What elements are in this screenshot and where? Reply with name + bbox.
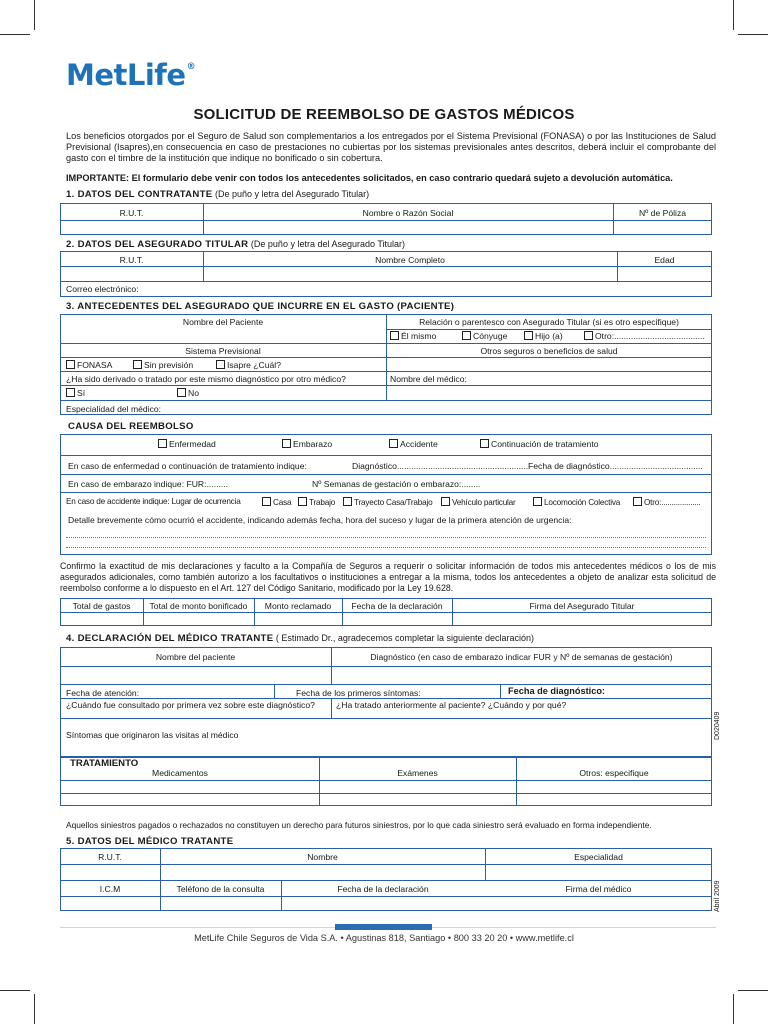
checkbox[interactable] — [133, 360, 142, 369]
otros-especifique-field[interactable] — [517, 781, 711, 805]
fecha-diagnostico-label: Fecha de diagnóstico: — [508, 686, 605, 696]
rut-label: R.U.T. — [119, 208, 144, 218]
firma-medico-field[interactable] — [486, 897, 711, 910]
detalle-line[interactable] — [66, 547, 706, 548]
checkbox[interactable] — [389, 439, 398, 448]
firma-medico-label: Firma del médico — [565, 884, 632, 894]
examenes-field[interactable] — [320, 781, 515, 805]
monto-reclamado-label: Monto reclamado — [264, 601, 332, 611]
checkbox[interactable] — [462, 331, 471, 340]
edad-field[interactable] — [618, 267, 711, 280]
option-sin-prevision[interactable] — [133, 360, 193, 370]
checkbox[interactable] — [262, 497, 271, 506]
relacion-label: Relación o parentesco con Asegurado Titular (si es otro especifique) — [419, 317, 679, 327]
option-label: Embarazo — [293, 439, 333, 449]
footer-contact: MetLife Chile Seguros de Vida S.A. • Agustinas 818, Santiago • 800 33 20 20 • www.metlife.cl — [194, 933, 574, 943]
option-isapre[interactable] — [216, 360, 281, 370]
section-5-title: 5. DATOS DEL MÉDICO TRATANTE — [66, 836, 234, 847]
checkbox[interactable] — [533, 497, 542, 506]
checkbox[interactable] — [524, 331, 533, 340]
option-label: Sin previsión — [144, 360, 194, 370]
important-notice: IMPORTANTE: El formulario debe venir con todos los antecedentes solicitados, en caso contrario quedará sujeto a devolución automática. — [66, 173, 673, 183]
telefono-label: Teléfono de la consulta — [176, 884, 265, 894]
option-label: Sí — [77, 388, 86, 398]
checkbox[interactable] — [633, 497, 642, 506]
contratante-rut-field[interactable] — [61, 221, 202, 234]
asegurado-rut-field[interactable] — [61, 267, 202, 280]
option-label: FONASA — [77, 360, 113, 370]
checkbox[interactable] — [441, 497, 450, 506]
option-fonasa[interactable] — [66, 360, 112, 370]
total-bonificado-label: Total de monto bonificado — [149, 601, 248, 611]
option-continuacion[interactable] — [480, 439, 599, 449]
fecha-diagnostico-field[interactable]: Fecha de diagnóstico....................................... — [528, 461, 703, 471]
otros-seguros-field[interactable] — [387, 358, 711, 370]
fecha-declaracion-label: Fecha de la declaración — [351, 601, 443, 611]
correo-field[interactable] — [150, 282, 710, 296]
checkbox[interactable] — [66, 360, 75, 369]
fecha-atencion-label: Fecha de atención: — [66, 688, 140, 698]
firma-titular-label: Firma del Asegurado Titular — [529, 601, 635, 611]
logo-text: MetLife — [66, 58, 186, 92]
form-code: D020409 — [714, 711, 721, 740]
section-1-note: (De puño y letra del Asegurado Titular) — [212, 189, 370, 199]
sistema-previsional-label: Sistema Previsional — [185, 346, 261, 356]
option-el-mismo[interactable] — [390, 331, 436, 341]
option-enfermedad[interactable] — [158, 439, 216, 449]
poliza-field[interactable] — [614, 221, 711, 234]
option-trabajo[interactable] — [298, 497, 335, 507]
option-vehiculo[interactable] — [441, 497, 516, 507]
confirmo-paragraph: Confirmo la exactitud de mis declaraciones y faculto a la Compañía de Seguros a requerir o solicitar información de todos mis antecedentes médicos o los de mis asegurados adicionales, como también autorizo a los facultativos o instituciones a entregar a la misma, todos los antecedentes a objeto de analizar esta solicitud de reembolso conforme a lo dispuesto en el Art. 127 del Código Sanitario, modificado por la Ley 19.628. — [60, 561, 716, 593]
form-title: SOLICITUD DE REEMBOLSO DE GASTOS MÉDICOS — [193, 106, 575, 123]
nombre-completo-label: Nombre Completo — [375, 255, 445, 265]
checkbox[interactable] — [282, 439, 291, 448]
checkbox[interactable] — [390, 331, 399, 340]
option-embarazo[interactable] — [282, 439, 332, 449]
section-3-title: 3. ANTECEDENTES DEL ASEGURADO QUE INCURRE EN EL GASTO (PACIENTE) — [66, 301, 455, 312]
nombre-label: Nombre — [307, 852, 338, 862]
total-bonificado-field[interactable] — [144, 613, 253, 625]
section-2-heading — [66, 239, 405, 250]
crop-mark — [738, 990, 768, 991]
monto-reclamado-field[interactable] — [255, 613, 341, 625]
diagnostico-label: Diagnóstico (en caso de embarazo indicar FUR y Nº de semanas de gestación) — [370, 652, 673, 662]
medico-nombre-field[interactable] — [161, 865, 484, 879]
checkbox[interactable] — [584, 331, 593, 340]
rut-label: R.U.T. — [98, 852, 122, 862]
sintomas-field[interactable] — [61, 742, 711, 756]
checkbox[interactable] — [343, 497, 352, 506]
option-label: Trayecto Casa/Trabajo — [354, 498, 433, 507]
checkbox[interactable] — [177, 388, 186, 397]
siniestros-note: Aquellos siniestros pagados o rechazados no constituyen un derecho para futuros siniestros, por lo que cada siniestro será evaluado en forma independiente. — [66, 820, 652, 830]
diagnostico-field[interactable]: Diagnóstico....................................................... — [352, 461, 529, 471]
option-label: Otro:...................................... — [595, 331, 705, 341]
tratamiento-label: TRATAMIENTO — [70, 758, 139, 769]
form-date: Abril 2009 — [714, 880, 721, 912]
option-label: Continuación de tratamiento — [491, 439, 599, 449]
medico-rut-field[interactable] — [61, 865, 159, 879]
detalle-line[interactable] — [66, 537, 706, 538]
option-label: Enfermedad — [169, 439, 216, 449]
option-accidente[interactable] — [389, 439, 438, 449]
section-4-heading — [66, 633, 534, 644]
option-no[interactable] — [177, 388, 199, 398]
section-2-note: (De puño y letra del Asegurado Titular) — [248, 239, 406, 249]
crop-mark — [733, 994, 734, 1024]
fecha-sintomas-label: Fecha de los primeros síntomas: — [296, 688, 421, 698]
option-label: Cónyuge — [473, 331, 508, 341]
option-label: Otro:................... — [644, 498, 701, 507]
otros-seguros-label: Otros seguros o beneficios de salud — [480, 346, 618, 356]
paciente-nombre-field[interactable] — [61, 667, 330, 683]
cuando-consultado-label: ¿Cuándo fue consultado por primera vez sobre este diagnóstico? — [66, 700, 315, 710]
icm-field[interactable] — [61, 897, 159, 910]
nombre-medico-label: Nombre del médico: — [390, 374, 467, 384]
razon-social-label: Nombre o Razón Social — [362, 208, 454, 218]
edad-label: Edad — [654, 255, 675, 265]
otros-especifique-label: Otros: especifique — [579, 768, 649, 778]
intro-paragraph: Los beneficios otorgados por el Seguro de Salud son complementarios a los entregados por el Sistema Previsional (FONASA) o por las Instituciones de Salud Previsional (Isapres),en consecuencia en caso de prestaciones no cubiertas por los sistemas previsionales antes descritos, deberá incluir el comprobante del gasto con el timbre de la institución que indique no bonificado o sin cobertura. — [66, 131, 716, 163]
medicamentos-field[interactable] — [61, 781, 318, 805]
section-2-title: 2. DATOS DEL ASEGURADO TITULAR — [66, 239, 249, 250]
checkbox[interactable] — [158, 439, 167, 448]
section-4-title: 4. DECLARACIÓN DEL MÉDICO TRATANTE — [66, 633, 274, 644]
asegurado-nombre-field[interactable] — [204, 267, 616, 280]
option-label: Casa — [273, 498, 292, 507]
option-label: Accidente — [400, 439, 438, 449]
option-label: No — [188, 388, 199, 398]
option-label: Hijo (a) — [535, 331, 563, 341]
causa-title: CAUSA DEL REEMBOLSO — [68, 421, 194, 432]
caso-accidente-label: En caso de accidente indique: Lugar de ocurrencia — [66, 497, 241, 506]
option-label: Trabajo — [309, 498, 336, 507]
especialidad-label: Especialidad — [574, 852, 623, 862]
poliza-label: Nº de Póliza — [638, 208, 687, 218]
option-label: Isapre ¿Cuál? — [227, 360, 281, 370]
nombre-paciente-label: Nombre del paciente — [155, 652, 236, 662]
option-label: Él mismo — [401, 331, 437, 341]
checkbox[interactable] — [66, 388, 75, 397]
crop-mark — [0, 990, 30, 991]
option-locomocion[interactable] — [533, 497, 620, 507]
checkbox[interactable] — [298, 497, 307, 506]
sintomas-label: Síntomas que originaron las visitas al médico — [66, 730, 239, 740]
medicamentos-label: Medicamentos — [152, 768, 208, 778]
icm-label: I.C.M — [99, 884, 121, 894]
nombre-medico-field[interactable] — [387, 386, 711, 399]
registered-mark: ® — [186, 62, 196, 72]
nombre-paciente-field[interactable] — [61, 329, 385, 342]
contratante-nombre-field[interactable] — [204, 221, 612, 234]
option-conyuge[interactable] — [462, 331, 507, 341]
fecha-declaracion-medico-field[interactable] — [282, 897, 484, 910]
option-label: Vehículo particular — [452, 498, 516, 507]
telefono-field[interactable] — [161, 897, 280, 910]
section-1-title: 1. DATOS DEL CONTRATANTE — [66, 189, 213, 200]
crop-mark — [733, 0, 734, 30]
option-casa[interactable] — [262, 497, 291, 507]
section-4-note: ( Estimado Dr., agradecemos completar la siguiente declaración) — [273, 633, 535, 643]
crop-mark — [34, 994, 35, 1024]
ha-tratado-label: ¿Ha tratado anteriormente al paciente? ¿Cuándo y por qué? — [336, 700, 567, 710]
total-gastos-label: Total de gastos — [72, 601, 131, 611]
correo-label: Correo electrónico: — [66, 284, 139, 294]
crop-mark — [34, 0, 35, 30]
diagnostico-field[interactable] — [332, 667, 711, 683]
option-otro-lugar[interactable] — [633, 497, 701, 507]
firma-titular-field[interactable] — [453, 613, 711, 625]
option-si[interactable] — [66, 388, 85, 398]
fecha-declaracion-field[interactable] — [343, 613, 451, 625]
rut-label: R.U.T. — [119, 255, 144, 265]
examenes-label: Exámenes — [397, 768, 438, 778]
metlife-logo — [66, 58, 195, 92]
especialidad-medico-label: Especialidad del médico: — [66, 404, 162, 414]
crop-mark — [0, 34, 30, 35]
detalle-label: Detalle brevemente cómo ocurrió el accidente, indicando además fecha, hora del suceso y lugar de la primera atención de urgencia: — [68, 515, 572, 525]
semanas-field[interactable]: Nº Semanas de gestación o embarazo:........ — [312, 479, 481, 489]
option-otro[interactable] — [584, 331, 705, 341]
derivado-question: ¿Ha sido derivado o tratado por este mismo diagnóstico por otro médico? — [66, 374, 346, 384]
section-1-heading — [66, 189, 369, 200]
option-label: Locomoción Colectiva — [544, 498, 621, 507]
caso-enfermedad-label: En caso de enfermedad o continuación de tratamiento indique: — [68, 461, 307, 471]
option-hijo[interactable] — [524, 331, 563, 341]
footer-accent-bar — [335, 924, 432, 930]
option-trayecto[interactable] — [343, 497, 432, 507]
checkbox[interactable] — [216, 360, 225, 369]
checkbox[interactable] — [480, 439, 489, 448]
fecha-declaracion-label: Fecha de la declaración — [337, 884, 429, 894]
total-gastos-field[interactable] — [61, 613, 142, 625]
nombre-paciente-label: Nombre del Paciente — [182, 317, 264, 327]
medico-especialidad-field[interactable] — [486, 865, 711, 879]
fur-field[interactable]: En caso de embarazo indique: FUR:......... — [68, 479, 229, 489]
crop-mark — [738, 34, 768, 35]
